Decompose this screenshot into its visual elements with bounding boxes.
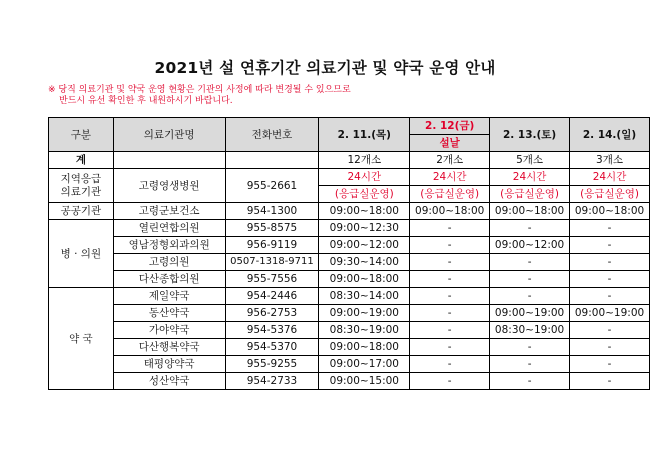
clinic-d2: - (410, 271, 490, 288)
header-date-4: 2. 14.(일) (570, 118, 650, 152)
table-row (49, 339, 650, 356)
emergency-category (49, 169, 114, 203)
pharmacy-name: 동산약국 (113, 305, 225, 322)
clinic-d2: - (410, 237, 490, 254)
header-phone: 전화번호 (225, 118, 319, 152)
public-row (49, 203, 650, 220)
public-d2: 09:00~18:00 (410, 203, 490, 220)
clinics-category: 병 · 의원 (49, 220, 114, 288)
emergency-category-line-1: 지역응급 (60, 172, 102, 185)
emergency-d3-hours: 24시간 (490, 169, 570, 186)
clinic-d1: 09:30~14:00 (319, 254, 410, 271)
pharmacy-d3: 09:00~19:00 (490, 305, 570, 322)
pharmacy-name: 성산약국 (113, 373, 225, 390)
emergency-d2-hours: 24시간 (410, 169, 490, 186)
total-d4: 3개소 (570, 152, 650, 169)
emergency-d1-mode: (응급실운영) (319, 186, 410, 203)
public-phone: 954-1300 (225, 203, 319, 220)
pharmacy-phone: 956-2753 (225, 305, 319, 322)
pharmacy-name: 가야약국 (113, 322, 225, 339)
clinic-phone: 0507-1318-9711 (225, 254, 319, 271)
pharmacy-d3: - (490, 356, 570, 373)
table-row (49, 373, 650, 390)
page-title: 2021년 설 연휴기간 의료기관 및 약국 운영 안내 (154, 59, 496, 77)
pharmacy-d1: 09:00~18:00 (319, 339, 410, 356)
header-date-3: 2. 13.(토) (490, 118, 570, 152)
clinic-d4: - (570, 271, 650, 288)
table-row (49, 322, 650, 339)
pharmacy-d2: - (410, 322, 490, 339)
total-d1: 12개소 (319, 152, 410, 169)
emergency-d4-mode: (응급실운영) (570, 186, 650, 203)
public-category: 공공기관 (49, 203, 114, 220)
clinic-phone: 955-7556 (225, 271, 319, 288)
clinic-d1: 09:00~12:00 (319, 237, 410, 254)
clinic-phone: 955-8575 (225, 220, 319, 237)
pharmacy-d1: 09:00~15:00 (319, 373, 410, 390)
pharmacy-d1: 09:00~19:00 (319, 305, 410, 322)
clinic-d3: - (490, 254, 570, 271)
clinic-name: 다산종합의원 (113, 271, 225, 288)
table-row (49, 271, 650, 288)
table-row (49, 237, 650, 254)
clinic-phone: 956-9119 (225, 237, 319, 254)
total-phone-empty (225, 152, 319, 169)
pharmacy-name: 태평양약국 (113, 356, 225, 373)
header-category: 구분 (49, 118, 114, 152)
pharmacy-d3: 08:30~19:00 (490, 322, 570, 339)
clinic-d3: - (490, 220, 570, 237)
pharmacy-d4: - (570, 373, 650, 390)
public-d1: 09:00~18:00 (319, 203, 410, 220)
emergency-category-line-2: 의료기관 (60, 185, 102, 198)
header-date-2-holiday: 설날 (410, 135, 490, 152)
total-d2: 2개소 (410, 152, 490, 169)
clinic-d4: - (570, 237, 650, 254)
pharmacy-phone: 954-5376 (225, 322, 319, 339)
clinic-d1: 09:00~18:00 (319, 271, 410, 288)
pharmacy-phone: 954-2733 (225, 373, 319, 390)
pharmacy-d2: - (410, 356, 490, 373)
table-row (49, 288, 650, 305)
header-date-2: 2. 12(금) (410, 118, 490, 135)
clinic-d2: - (410, 254, 490, 271)
emergency-d2-mode: (응급실운영) (410, 186, 490, 203)
public-name: 고령군보건소 (113, 203, 225, 220)
header-name: 의료기관명 (113, 118, 225, 152)
clinic-d3: - (490, 271, 570, 288)
pharmacy-d4: - (570, 356, 650, 373)
public-d3: 09:00~18:00 (490, 203, 570, 220)
clinic-d3: 09:00~12:00 (490, 237, 570, 254)
clinic-d1: 09:00~12:30 (319, 220, 410, 237)
pharmacy-d1: 08:30~14:00 (319, 288, 410, 305)
pharmacy-d4: 09:00~19:00 (570, 305, 650, 322)
pharmacy-name: 제일약국 (113, 288, 225, 305)
clinic-name: 영남정형외과의원 (113, 237, 225, 254)
emergency-phone: 955-2661 (225, 169, 319, 203)
table-row (49, 254, 650, 271)
emergency-row (49, 169, 650, 186)
pharmacy-d1: 09:00~17:00 (319, 356, 410, 373)
pharmacy-d3: - (490, 339, 570, 356)
table-row (49, 305, 650, 322)
pharmacy-d2: - (410, 339, 490, 356)
clinic-d2: - (410, 220, 490, 237)
header-row (49, 118, 650, 135)
emergency-d3-mode: (응급실운영) (490, 186, 570, 203)
clinic-name: 고령의원 (113, 254, 225, 271)
total-name-empty (113, 152, 225, 169)
notice-line-2: 반드시 유선 확인한 후 내원하시기 바랍니다. (59, 96, 233, 106)
pharmacy-d3: - (490, 288, 570, 305)
pharmacy-phone: 954-2446 (225, 288, 319, 305)
total-label: 계 (49, 152, 114, 169)
pharmacy-name: 다산행복약국 (113, 339, 225, 356)
clinic-d4: - (570, 254, 650, 271)
public-d4: 09:00~18:00 (570, 203, 650, 220)
pharmacy-phone: 954-5370 (225, 339, 319, 356)
total-d3: 5개소 (490, 152, 570, 169)
pharmacy-d4: - (570, 322, 650, 339)
pharmacy-d3: - (490, 373, 570, 390)
emergency-name: 고령영생병원 (113, 169, 225, 203)
pharmacies-category: 약 국 (49, 288, 114, 390)
pharmacy-d2: - (410, 305, 490, 322)
pharmacy-d4: - (570, 288, 650, 305)
table-row (49, 220, 650, 237)
emergency-d4-hours: 24시간 (570, 169, 650, 186)
pharmacy-d2: - (410, 288, 490, 305)
notice-text (48, 85, 351, 107)
pharmacy-d2: - (410, 373, 490, 390)
operation-table (48, 117, 650, 390)
total-row (49, 152, 650, 169)
notice-line-1: ※ 당직 의료기관 및 약국 운영 현황은 기관의 사정에 따라 변경될 수 있으므로 (48, 85, 351, 95)
pharmacy-phone: 955-9255 (225, 356, 319, 373)
emergency-d1-hours: 24시간 (319, 169, 410, 186)
clinic-name: 열린연합의원 (113, 220, 225, 237)
pharmacy-d4: - (570, 339, 650, 356)
header-date-1: 2. 11.(목) (319, 118, 410, 152)
clinic-d4: - (570, 220, 650, 237)
table-row (49, 356, 650, 373)
pharmacy-d1: 08:30~19:00 (319, 322, 410, 339)
